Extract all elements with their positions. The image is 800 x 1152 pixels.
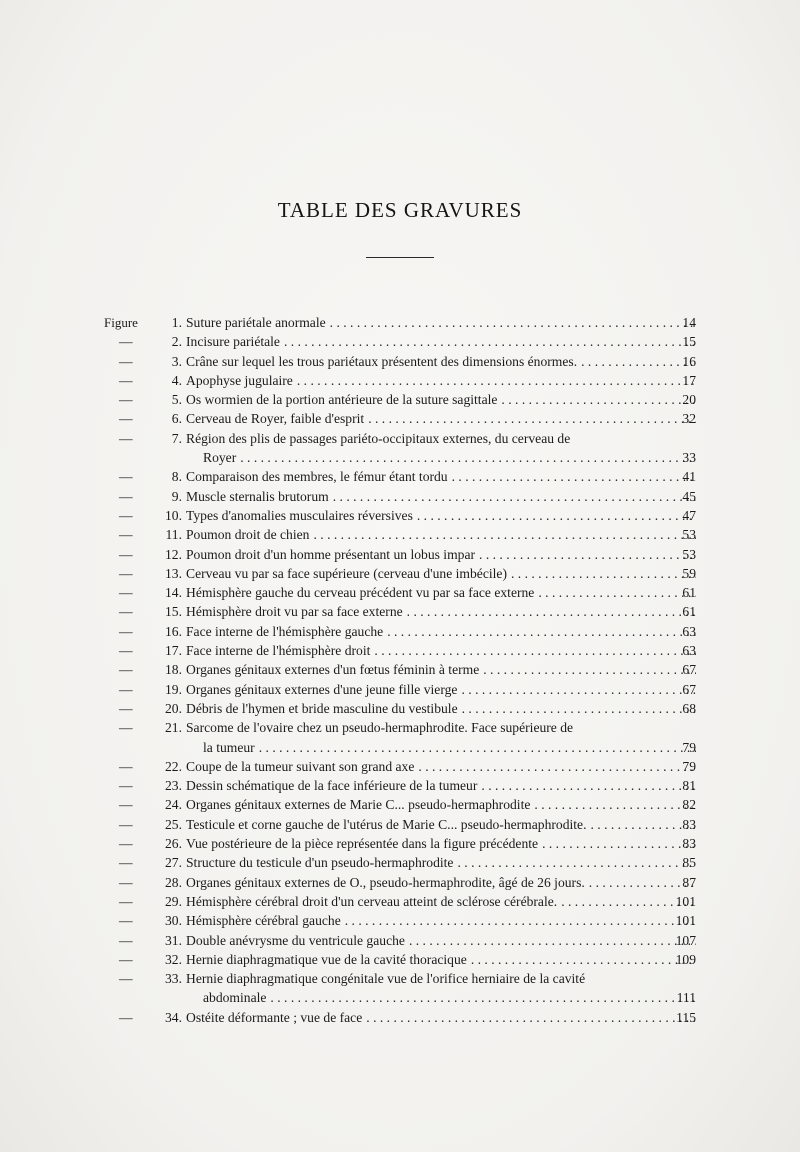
page-number: 14	[682, 315, 696, 330]
dot-leader	[534, 585, 696, 601]
figure-number: 27.	[165, 855, 182, 871]
page-number: 109	[675, 951, 696, 967]
toc-entry	[0, 950, 800, 969]
figure-number: 3.	[171, 353, 182, 369]
figure-caption: Double anévrysme du ventricule gauche	[186, 932, 405, 948]
ditto-dash: —	[119, 392, 133, 408]
figure-caption-line	[186, 855, 696, 871]
dot-leader	[383, 624, 696, 640]
figure-caption: Hernie diaphragmatique congénitale vue de l'orifice herniaire de la cavité	[186, 971, 586, 987]
toc-entry	[0, 564, 800, 583]
figure-number: 31.	[165, 932, 182, 948]
ditto-dash: —	[119, 720, 133, 736]
ditto-dash: —	[119, 469, 133, 485]
dot-leader	[266, 990, 696, 1006]
figure-caption: Apophyse jugulaire	[186, 372, 293, 388]
dot-leader	[370, 643, 696, 659]
figure-number: 6.	[171, 411, 182, 427]
page-number: 15	[682, 334, 696, 350]
figure-caption-line	[186, 585, 696, 601]
figure-caption-line	[186, 682, 696, 698]
page-number: 63	[682, 623, 696, 639]
page-number: 87	[682, 874, 696, 890]
figure-caption-line	[186, 566, 696, 582]
toc-entry	[0, 873, 800, 892]
toc-entry	[0, 583, 800, 602]
figure-caption: Poumon droit d'un homme présentant un lobus impar	[186, 546, 476, 562]
dot-leader	[507, 566, 696, 582]
dot-leader	[453, 855, 696, 871]
dot-leader	[329, 489, 696, 505]
dot-leader	[477, 778, 696, 794]
toc-entry	[0, 525, 800, 544]
figure-number: 15.	[165, 604, 182, 620]
figure-caption-line	[186, 315, 696, 331]
toc-entry	[0, 641, 800, 660]
page-number: 53	[682, 546, 696, 562]
table-of-figures	[0, 313, 800, 1027]
page-number: 41	[682, 469, 696, 485]
page-number: 47	[682, 507, 696, 523]
dot-leader	[362, 1010, 696, 1026]
ditto-dash: —	[119, 778, 133, 794]
figure-caption-continued: la tumeur	[203, 739, 255, 755]
page-number: 67	[682, 662, 696, 678]
figure-caption: Hémisphère cérébral gauche	[186, 913, 341, 929]
ditto-dash: —	[119, 758, 133, 774]
ditto-dash: —	[119, 565, 133, 581]
figure-caption-line	[186, 354, 696, 370]
figure-number: 2.	[171, 334, 182, 350]
dot-leader	[280, 334, 696, 350]
dot-leader	[458, 701, 696, 717]
figure-caption: Os wormien de la portion antérieure de la suture sagittale	[186, 392, 498, 408]
figure-caption-line	[186, 1010, 696, 1026]
ditto-dash: —	[119, 913, 133, 929]
figure-number: 13.	[165, 565, 182, 581]
figure-caption-line	[186, 971, 696, 987]
toc-entry	[0, 1008, 800, 1027]
page-number: 111	[676, 990, 696, 1006]
figure-caption-line-continued	[203, 450, 696, 466]
figure-caption: Muscle sternalis brutorum	[186, 488, 329, 504]
ditto-dash: —	[119, 797, 133, 813]
figure-caption-line	[186, 624, 696, 640]
figure-caption-line	[186, 778, 696, 794]
toc-entry	[0, 757, 800, 776]
toc-entry	[0, 332, 800, 351]
page-number: 67	[682, 681, 696, 697]
toc-entry	[0, 892, 800, 911]
toc-entry	[0, 487, 800, 506]
dot-leader	[479, 662, 696, 678]
figure-number: 5.	[171, 392, 182, 408]
figure-caption-line	[186, 875, 696, 891]
dot-leader	[341, 913, 696, 929]
figure-caption: Dessin schématique de la face inférieure de la tumeur	[186, 778, 478, 794]
ditto-dash: —	[119, 643, 133, 659]
ditto-dash: —	[119, 430, 133, 446]
ditto-dash: —	[119, 681, 133, 697]
figure-caption: Types d'anomalies musculaires réversives	[186, 507, 413, 523]
figure-caption: Ostéite déformante ; vue de face	[186, 1009, 363, 1025]
ditto-dash: —	[119, 951, 133, 967]
ditto-dash: —	[119, 971, 133, 987]
figure-caption-line	[186, 797, 696, 813]
dot-leader	[577, 354, 696, 370]
dot-leader	[405, 933, 696, 949]
figure-caption-continued: Royer	[203, 450, 237, 466]
page-number: 20	[682, 392, 696, 408]
page-title: TABLE DES GRAVURES	[277, 198, 523, 222]
dot-leader	[364, 411, 696, 427]
figure-caption: Sarcome de l'ovaire chez un pseudo-hermaphrodite. Face supérieure de	[186, 720, 574, 736]
toc-entry	[0, 467, 800, 486]
dot-leader	[497, 392, 696, 408]
toc-entry	[0, 429, 800, 468]
figure-number: 8.	[171, 469, 182, 485]
figure-caption: Face interne de l'hémisphère gauche	[186, 623, 384, 639]
figure-caption-line	[186, 431, 696, 447]
figure-number: 26.	[165, 836, 182, 852]
page-number: 53	[682, 527, 696, 543]
dot-leader	[530, 797, 696, 813]
page-number: 83	[682, 816, 696, 832]
page-number: 17	[682, 372, 696, 388]
figure-caption-continued: abdominale	[203, 990, 267, 1006]
figure-number: 23.	[165, 778, 182, 794]
toc-entry	[0, 506, 800, 525]
toc-entry	[0, 795, 800, 814]
toc-entry	[0, 834, 800, 853]
toc-entry	[0, 545, 800, 564]
ditto-dash: —	[119, 816, 133, 832]
figure-caption: Suture pariétale anormale	[186, 315, 326, 330]
figure-caption: Organes génitaux externes de O., pseudo-hermaphrodite, âgé de 26 jours.	[186, 874, 585, 890]
toc-entry	[0, 969, 800, 1008]
toc-entry	[0, 660, 800, 679]
figure-caption: Poumon droit de chien	[186, 527, 310, 543]
figure-caption-line	[186, 894, 696, 910]
dot-leader	[309, 527, 696, 543]
page-number: 101	[675, 913, 696, 929]
figure-number: 1.	[171, 315, 182, 330]
toc-entry	[0, 699, 800, 718]
toc-entry	[0, 680, 800, 699]
figure-caption: Comparaison des membres, le fémur étant tordu	[186, 469, 448, 485]
title-rule	[366, 257, 434, 258]
dot-leader	[326, 315, 696, 331]
toc-entry	[0, 409, 800, 428]
toc-entry	[0, 313, 800, 332]
figure-caption: Cerveau vu par sa face supérieure (cerveau d'une imbécile)	[186, 565, 507, 581]
figure-caption: Région des plis de passages pariéto-occipitaux externes, du cerveau de	[186, 430, 571, 446]
figure-caption-line	[186, 469, 696, 485]
ditto-dash: —	[119, 585, 133, 601]
figure-label: Figure	[104, 315, 138, 330]
figure-caption-line	[186, 392, 696, 408]
toc-entry	[0, 776, 800, 795]
toc-entry	[0, 853, 800, 872]
figure-number: 28.	[165, 874, 182, 890]
figure-caption-line	[186, 759, 696, 775]
figure-number: 18.	[165, 662, 182, 678]
page-number: 63	[682, 643, 696, 659]
page-number: 16	[682, 353, 696, 369]
toc-entry	[0, 718, 800, 757]
figure-caption-line	[186, 662, 696, 678]
ditto-dash: —	[119, 836, 133, 852]
page-number: 82	[682, 797, 696, 813]
figure-caption-line	[186, 547, 696, 563]
figure-caption-line	[186, 643, 696, 659]
dot-leader	[448, 469, 696, 485]
toc-entry	[0, 352, 800, 371]
dot-leader	[236, 450, 696, 466]
figure-caption-line	[186, 411, 696, 427]
page-number: 85	[682, 855, 696, 871]
figure-number: 10.	[165, 507, 182, 523]
toc-entry	[0, 602, 800, 621]
figure-caption-line	[186, 489, 696, 505]
ditto-dash: —	[119, 527, 133, 543]
figure-caption: Hémisphère cérébral droit d'un cerveau atteint de sclérose cérébrale.	[186, 893, 558, 909]
dot-leader	[467, 952, 696, 968]
page-number: 79	[682, 739, 696, 755]
figure-caption-line	[186, 508, 696, 524]
figure-number: 24.	[165, 797, 182, 813]
figure-caption-line-continued	[203, 740, 696, 756]
toc-entry	[0, 815, 800, 834]
figure-caption: Coupe de la tumeur suivant son grand axe	[186, 758, 415, 774]
figure-caption-line	[186, 334, 696, 350]
figure-caption-line	[186, 527, 696, 543]
page-number: 32	[682, 411, 696, 427]
figure-caption: Structure du testicule d'un pseudo-hermaphrodite	[186, 855, 454, 871]
figure-number: 22.	[165, 758, 182, 774]
page-number: 59	[682, 565, 696, 581]
figure-number: 16.	[165, 623, 182, 639]
ditto-dash: —	[119, 932, 133, 948]
dot-leader	[586, 817, 696, 833]
figure-caption: Incisure pariétale	[186, 334, 280, 350]
figure-number: 9.	[171, 488, 182, 504]
dot-leader	[538, 836, 696, 852]
figure-caption-line	[186, 836, 696, 852]
figure-number: 17.	[165, 643, 182, 659]
ditto-dash: —	[119, 855, 133, 871]
figure-caption: Crâne sur lequel les trous pariétaux présentent des dimensions énormes.	[186, 353, 578, 369]
figure-caption-line	[186, 373, 696, 389]
figure-caption: Organes génitaux externes de Marie C... pseudo-hermaphrodite	[186, 797, 531, 813]
figure-number: 21.	[165, 720, 182, 736]
figure-number: 20.	[165, 700, 182, 716]
figure-caption: Débris de l'hymen et bride masculine du vestibule	[186, 700, 458, 716]
ditto-dash: —	[119, 507, 133, 523]
ditto-dash: —	[119, 353, 133, 369]
figure-caption-line-continued	[203, 990, 696, 1006]
figure-caption-line	[186, 952, 696, 968]
figure-number: 29.	[165, 893, 182, 909]
figure-caption-line	[186, 604, 696, 620]
figure-caption-line	[186, 817, 696, 833]
dot-leader	[403, 604, 696, 620]
figure-number: 7.	[171, 430, 182, 446]
figure-caption: Organes génitaux externes d'un fœtus féminin à terme	[186, 662, 480, 678]
dot-leader	[475, 547, 696, 563]
figure-number: 11.	[165, 527, 182, 543]
figure-caption: Organes génitaux externes d'une jeune fille vierge	[186, 681, 458, 697]
page-number: 81	[682, 778, 696, 794]
ditto-dash: —	[119, 893, 133, 909]
ditto-dash: —	[119, 604, 133, 620]
ditto-dash: —	[119, 334, 133, 350]
dot-leader	[413, 508, 696, 524]
page-number: 68	[682, 700, 696, 716]
page-number: 115	[676, 1009, 696, 1025]
figure-number: 30.	[165, 913, 182, 929]
ditto-dash: —	[119, 1009, 133, 1025]
ditto-dash: —	[119, 372, 133, 388]
page-number: 61	[682, 604, 696, 620]
figure-number: 4.	[171, 372, 182, 388]
figure-caption: Hernie diaphragmatique vue de la cavité thoracique	[186, 951, 467, 967]
dot-leader	[255, 740, 696, 756]
page-number: 45	[682, 488, 696, 504]
figure-caption-line	[186, 720, 696, 736]
toc-entry	[0, 371, 800, 390]
figure-number: 25.	[165, 816, 182, 832]
figure-caption: Cerveau de Royer, faible d'esprit	[186, 411, 365, 427]
page-number: 33	[682, 450, 696, 466]
ditto-dash: —	[119, 700, 133, 716]
ditto-dash: —	[119, 411, 133, 427]
figure-caption: Testicule et corne gauche de l'utérus de Marie C... pseudo-hermaphrodite.	[186, 816, 587, 832]
ditto-dash: —	[119, 546, 133, 562]
ditto-dash: —	[119, 488, 133, 504]
ditto-dash: —	[119, 662, 133, 678]
figure-number: 12.	[165, 546, 182, 562]
page-number: 83	[682, 836, 696, 852]
figure-caption-line	[186, 913, 696, 929]
figure-caption-line	[186, 701, 696, 717]
toc-entry	[0, 911, 800, 930]
dot-leader	[457, 682, 696, 698]
ditto-dash: —	[119, 623, 133, 639]
figure-number: 14.	[165, 585, 182, 601]
page-number: 101	[675, 893, 696, 909]
dot-leader	[585, 875, 696, 891]
figure-caption: Hémisphère gauche du cerveau précédent vu par sa face externe	[186, 585, 535, 601]
page-number: 107	[675, 932, 696, 948]
figure-number: 34.	[165, 1009, 182, 1025]
figure-caption: Hémisphère droit vu par sa face externe	[186, 604, 403, 620]
dot-leader	[414, 759, 696, 775]
figure-number: 32.	[165, 951, 182, 967]
page-number: 79	[682, 758, 696, 774]
figure-number: 19.	[165, 681, 182, 697]
toc-entry	[0, 622, 800, 641]
figure-caption: Vue postérieure de la pièce représentée dans la figure précédente	[186, 836, 539, 852]
toc-entry	[0, 931, 800, 950]
figure-caption-line	[186, 933, 696, 949]
figure-caption: Face interne de l'hémisphère droit	[186, 643, 371, 659]
page-number: 61	[682, 585, 696, 601]
ditto-dash: —	[119, 874, 133, 890]
toc-entry	[0, 390, 800, 409]
figure-number: 33.	[165, 971, 182, 987]
dot-leader	[293, 373, 696, 389]
